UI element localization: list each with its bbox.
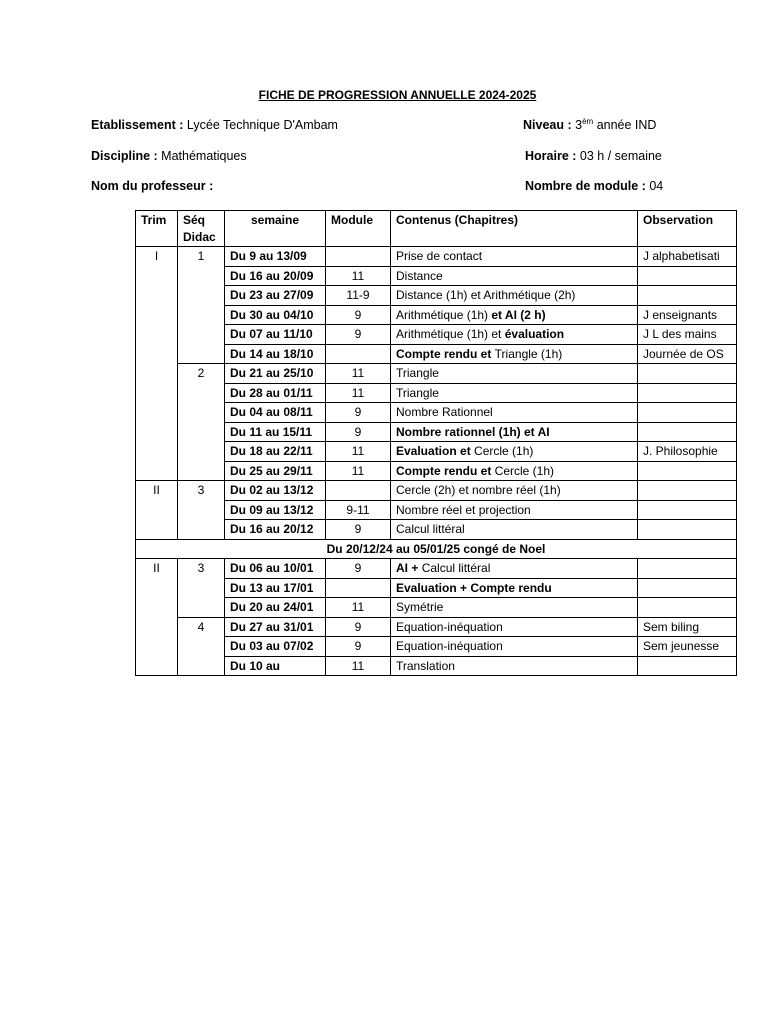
header-observation: Observation xyxy=(638,211,737,247)
table-header-row xyxy=(136,211,737,247)
contents-text: Triangle (1h) xyxy=(494,346,563,361)
week-text: Du 03 au 07/02 xyxy=(230,639,314,653)
contents-text: Nombre réel et projection xyxy=(396,502,531,517)
table-row xyxy=(136,559,737,579)
module-cell xyxy=(326,422,391,442)
module-text: 9-11 xyxy=(346,502,370,517)
module-cell xyxy=(326,461,391,481)
contents-cell xyxy=(391,656,638,676)
schedule-line xyxy=(525,149,662,163)
week-text: Du 16 au 20/12 xyxy=(230,522,314,536)
header-trim: Trim xyxy=(136,211,178,247)
table-row xyxy=(136,344,737,364)
contents-text: Triangle xyxy=(396,385,439,400)
module-cell xyxy=(326,442,391,462)
module-cell xyxy=(326,598,391,618)
observation-cell xyxy=(638,325,737,345)
week-text: Du 18 au 22/11 xyxy=(230,444,313,458)
module-text: 11 xyxy=(351,600,365,614)
module-cell xyxy=(326,364,391,384)
week-cell xyxy=(225,403,326,423)
week-text: Du 04 au 08/11 xyxy=(230,405,313,419)
week-cell xyxy=(225,422,326,442)
contents-cell xyxy=(391,247,638,267)
observation-cell xyxy=(638,520,737,540)
module-text: 9 xyxy=(354,561,362,575)
module-cell xyxy=(326,383,391,403)
module-cell xyxy=(326,656,391,676)
observation-cell xyxy=(638,364,737,384)
contents-cell xyxy=(391,637,638,657)
module-count-label: Nombre de module : xyxy=(525,179,646,193)
contents-cell xyxy=(391,364,638,384)
contents-cell xyxy=(391,481,638,501)
week-text: Du 27 au 31/01 xyxy=(230,619,314,634)
sequence-cell: 2 xyxy=(178,364,225,481)
week-cell xyxy=(225,247,326,267)
header-seq: Séq Didac xyxy=(178,211,225,247)
schedule-value: 03 h / semaine xyxy=(579,149,662,163)
header-module: Module xyxy=(326,211,391,247)
contents-cell xyxy=(391,266,638,286)
level-label: Niveau : xyxy=(523,118,572,132)
module-cell xyxy=(326,559,391,579)
contents-text: Cercle (1h) xyxy=(494,463,555,478)
module-text: 9 xyxy=(354,522,362,536)
week-text: Du 21 au 25/10 xyxy=(230,366,314,380)
table-row xyxy=(136,364,737,384)
contents-bold-prefix: Compte rendu et xyxy=(396,463,495,478)
observation-text: J L des mains xyxy=(643,327,717,341)
module-text: 9 xyxy=(354,619,362,634)
contents-text: Arithmétique (1h) xyxy=(396,307,492,322)
observation-text: J enseignants xyxy=(643,307,718,322)
contents-bold-prefix: Nombre rationnel (1h) et AI xyxy=(396,424,550,439)
observation-cell xyxy=(638,403,737,423)
contents-cell xyxy=(391,383,638,403)
sequence-cell: 3 xyxy=(178,559,225,618)
observation-cell xyxy=(638,461,737,481)
table-row xyxy=(136,383,737,403)
contents-text: Distance xyxy=(396,268,443,283)
table-row xyxy=(136,305,737,325)
module-cell xyxy=(326,344,391,364)
schedule-label: Horaire : xyxy=(525,149,577,163)
level-value: année IND xyxy=(596,118,657,132)
contents-bold-prefix: Evaluation et xyxy=(396,444,475,458)
observation-cell xyxy=(638,481,737,501)
trimester-cell: II xyxy=(136,559,178,676)
contents-cell xyxy=(391,461,638,481)
observation-cell xyxy=(638,598,737,618)
establishment-label: Etablissement : xyxy=(91,118,184,132)
contents-text: Translation xyxy=(396,658,455,673)
week-cell xyxy=(225,305,326,325)
contents-cell xyxy=(391,520,638,540)
week-text: Du 09 au 13/12 xyxy=(230,502,314,517)
module-text: 11 xyxy=(351,658,365,673)
table-row xyxy=(136,247,737,267)
contents-cell xyxy=(391,286,638,306)
week-text: Du 07 au 11/10 xyxy=(230,327,313,341)
observation-text: Sem jeunesse xyxy=(643,639,720,653)
contents-text: Symétrie xyxy=(396,600,444,614)
observation-cell xyxy=(638,266,737,286)
module-cell xyxy=(326,403,391,423)
page-title: FICHE DE PROGRESSION ANNUELLE 2024-2025 xyxy=(258,88,537,102)
contents-cell xyxy=(391,559,638,579)
contents-text: Cercle (1h) xyxy=(474,444,534,458)
table-row xyxy=(136,461,737,481)
observation-cell xyxy=(638,617,737,637)
level-superscript: èm xyxy=(582,117,594,126)
contents-text: Nombre Rationnel xyxy=(396,405,493,419)
contents-text: Distance (1h) et Arithmétique (2h) xyxy=(396,288,576,302)
table-row xyxy=(136,656,737,676)
contents-text: Triangle xyxy=(396,366,439,380)
header-contents: Contenus (Chapitres) xyxy=(391,211,638,247)
module-cell xyxy=(326,500,391,520)
week-cell xyxy=(225,344,326,364)
module-cell xyxy=(326,247,391,267)
week-text: Du 10 au xyxy=(230,658,281,673)
contents-bold-suffix: évaluation xyxy=(504,327,565,341)
trimester-cell: II xyxy=(136,481,178,540)
contents-cell xyxy=(391,442,638,462)
observation-text: Journée de OS xyxy=(643,346,724,361)
observation-cell xyxy=(638,344,737,364)
contents-text: Calcul littéral xyxy=(421,561,491,575)
week-cell xyxy=(225,442,326,462)
week-cell xyxy=(225,364,326,384)
week-cell xyxy=(225,578,326,598)
table-row xyxy=(136,403,737,423)
contents-text: Prise de contact xyxy=(396,249,483,263)
module-text: 11-9 xyxy=(346,288,370,302)
module-text: 11 xyxy=(351,366,365,380)
trimester-cell: I xyxy=(136,247,178,481)
module-text: 9 xyxy=(354,405,362,419)
observation-cell xyxy=(638,500,737,520)
week-text: Du 16 au 20/09 xyxy=(230,268,314,283)
table-row xyxy=(136,442,737,462)
establishment-value: Lycée Technique D'Ambam xyxy=(186,118,338,132)
week-text: Du 06 au 10/01 xyxy=(230,561,314,575)
holiday-row xyxy=(136,539,737,559)
table-row xyxy=(136,422,737,442)
contents-bold-prefix: Compte rendu et xyxy=(396,346,495,361)
holiday-cell: Du 20/12/24 au 05/01/25 congé de Noel xyxy=(136,539,737,559)
level-line xyxy=(523,118,656,132)
observation-cell xyxy=(638,578,737,598)
module-text: 9 xyxy=(354,307,362,322)
observation-cell xyxy=(638,656,737,676)
observation-cell xyxy=(638,383,737,403)
table-row xyxy=(136,286,737,306)
table-row xyxy=(136,617,737,637)
week-text: Du 20 au 24/01 xyxy=(230,600,314,614)
week-cell xyxy=(225,461,326,481)
module-cell xyxy=(326,481,391,501)
week-cell xyxy=(225,500,326,520)
contents-text: Calcul littéral xyxy=(396,522,465,536)
module-text: 9 xyxy=(354,639,362,653)
module-text: 11 xyxy=(351,268,365,283)
week-text: Du 13 au 17/01 xyxy=(230,580,314,595)
contents-bold-suffix: et AI (2 h) xyxy=(491,307,546,322)
observation-cell xyxy=(638,422,737,442)
discipline-value: Mathématiques xyxy=(161,149,247,163)
module-text: 11 xyxy=(351,463,365,478)
week-cell xyxy=(225,383,326,403)
contents-bold-prefix: Evaluation + Compte rendu xyxy=(396,580,552,595)
module-cell xyxy=(326,637,391,657)
contents-cell xyxy=(391,422,638,442)
table-row xyxy=(136,500,737,520)
sequence-cell: 4 xyxy=(178,617,225,676)
module-cell xyxy=(326,305,391,325)
discipline-label: Discipline : xyxy=(91,149,158,163)
establishment-line xyxy=(91,118,338,132)
table-row xyxy=(136,578,737,598)
table-row xyxy=(136,481,737,501)
contents-text: Equation-inéquation xyxy=(396,619,503,634)
sequence-cell: 1 xyxy=(178,247,225,364)
observation-cell xyxy=(638,305,737,325)
week-cell xyxy=(225,481,326,501)
contents-text: Cercle (2h) et nombre réel (1h) xyxy=(396,483,561,497)
contents-text: Equation-inéquation xyxy=(396,639,503,653)
module-cell xyxy=(326,617,391,637)
week-cell xyxy=(225,520,326,540)
week-text: Du 9 au 13/09 xyxy=(230,249,307,263)
table-row xyxy=(136,637,737,657)
module-cell xyxy=(326,325,391,345)
progression-table xyxy=(135,210,737,676)
week-text: Du 25 au 29/11 xyxy=(230,463,313,478)
week-text: Du 23 au 27/09 xyxy=(230,288,314,302)
week-text: Du 14 au 18/10 xyxy=(230,346,314,361)
module-count-line xyxy=(525,179,663,193)
week-cell xyxy=(225,266,326,286)
sequence-cell: 3 xyxy=(178,481,225,540)
table-row xyxy=(136,325,737,345)
module-text: 11 xyxy=(351,385,365,400)
contents-cell xyxy=(391,598,638,618)
module-text: 9 xyxy=(354,327,362,341)
observation-text: J alphabetisati xyxy=(643,249,720,263)
contents-cell xyxy=(391,344,638,364)
week-cell xyxy=(225,286,326,306)
table-row xyxy=(136,520,737,540)
discipline-line xyxy=(91,149,247,163)
contents-text: Arithmétique (1h) et xyxy=(396,327,505,341)
week-text: Du 30 au 04/10 xyxy=(230,307,314,322)
module-cell xyxy=(326,578,391,598)
week-text: Du 11 au 15/11 xyxy=(230,424,313,439)
contents-cell xyxy=(391,617,638,637)
observation-cell xyxy=(638,559,737,579)
module-cell xyxy=(326,520,391,540)
module-count-value: 04 xyxy=(649,179,664,193)
table-row xyxy=(136,598,737,618)
module-cell xyxy=(326,266,391,286)
contents-cell xyxy=(391,500,638,520)
observation-cell xyxy=(638,286,737,306)
week-text: Du 02 au 13/12 xyxy=(230,483,314,497)
week-text: Du 28 au 01/11 xyxy=(230,385,313,400)
header-week: semaine xyxy=(225,211,326,247)
observation-cell xyxy=(638,442,737,462)
week-cell xyxy=(225,559,326,579)
teacher-line xyxy=(91,179,213,193)
observation-text: Sem biling xyxy=(643,619,700,634)
observation-text: J. Philosophie xyxy=(643,444,718,458)
module-text: 11 xyxy=(351,444,365,458)
observation-cell xyxy=(638,247,737,267)
contents-cell xyxy=(391,578,638,598)
contents-cell xyxy=(391,305,638,325)
level-number: 3 xyxy=(575,118,583,132)
week-cell xyxy=(225,598,326,618)
contents-cell xyxy=(391,325,638,345)
contents-cell xyxy=(391,403,638,423)
module-cell xyxy=(326,286,391,306)
module-text: 9 xyxy=(354,424,362,439)
table-row xyxy=(136,266,737,286)
observation-cell xyxy=(638,637,737,657)
week-cell xyxy=(225,656,326,676)
week-cell xyxy=(225,325,326,345)
teacher-label: Nom du professeur : xyxy=(91,179,214,193)
week-cell xyxy=(225,617,326,637)
week-cell xyxy=(225,637,326,657)
contents-bold-prefix: AI + xyxy=(396,561,422,575)
